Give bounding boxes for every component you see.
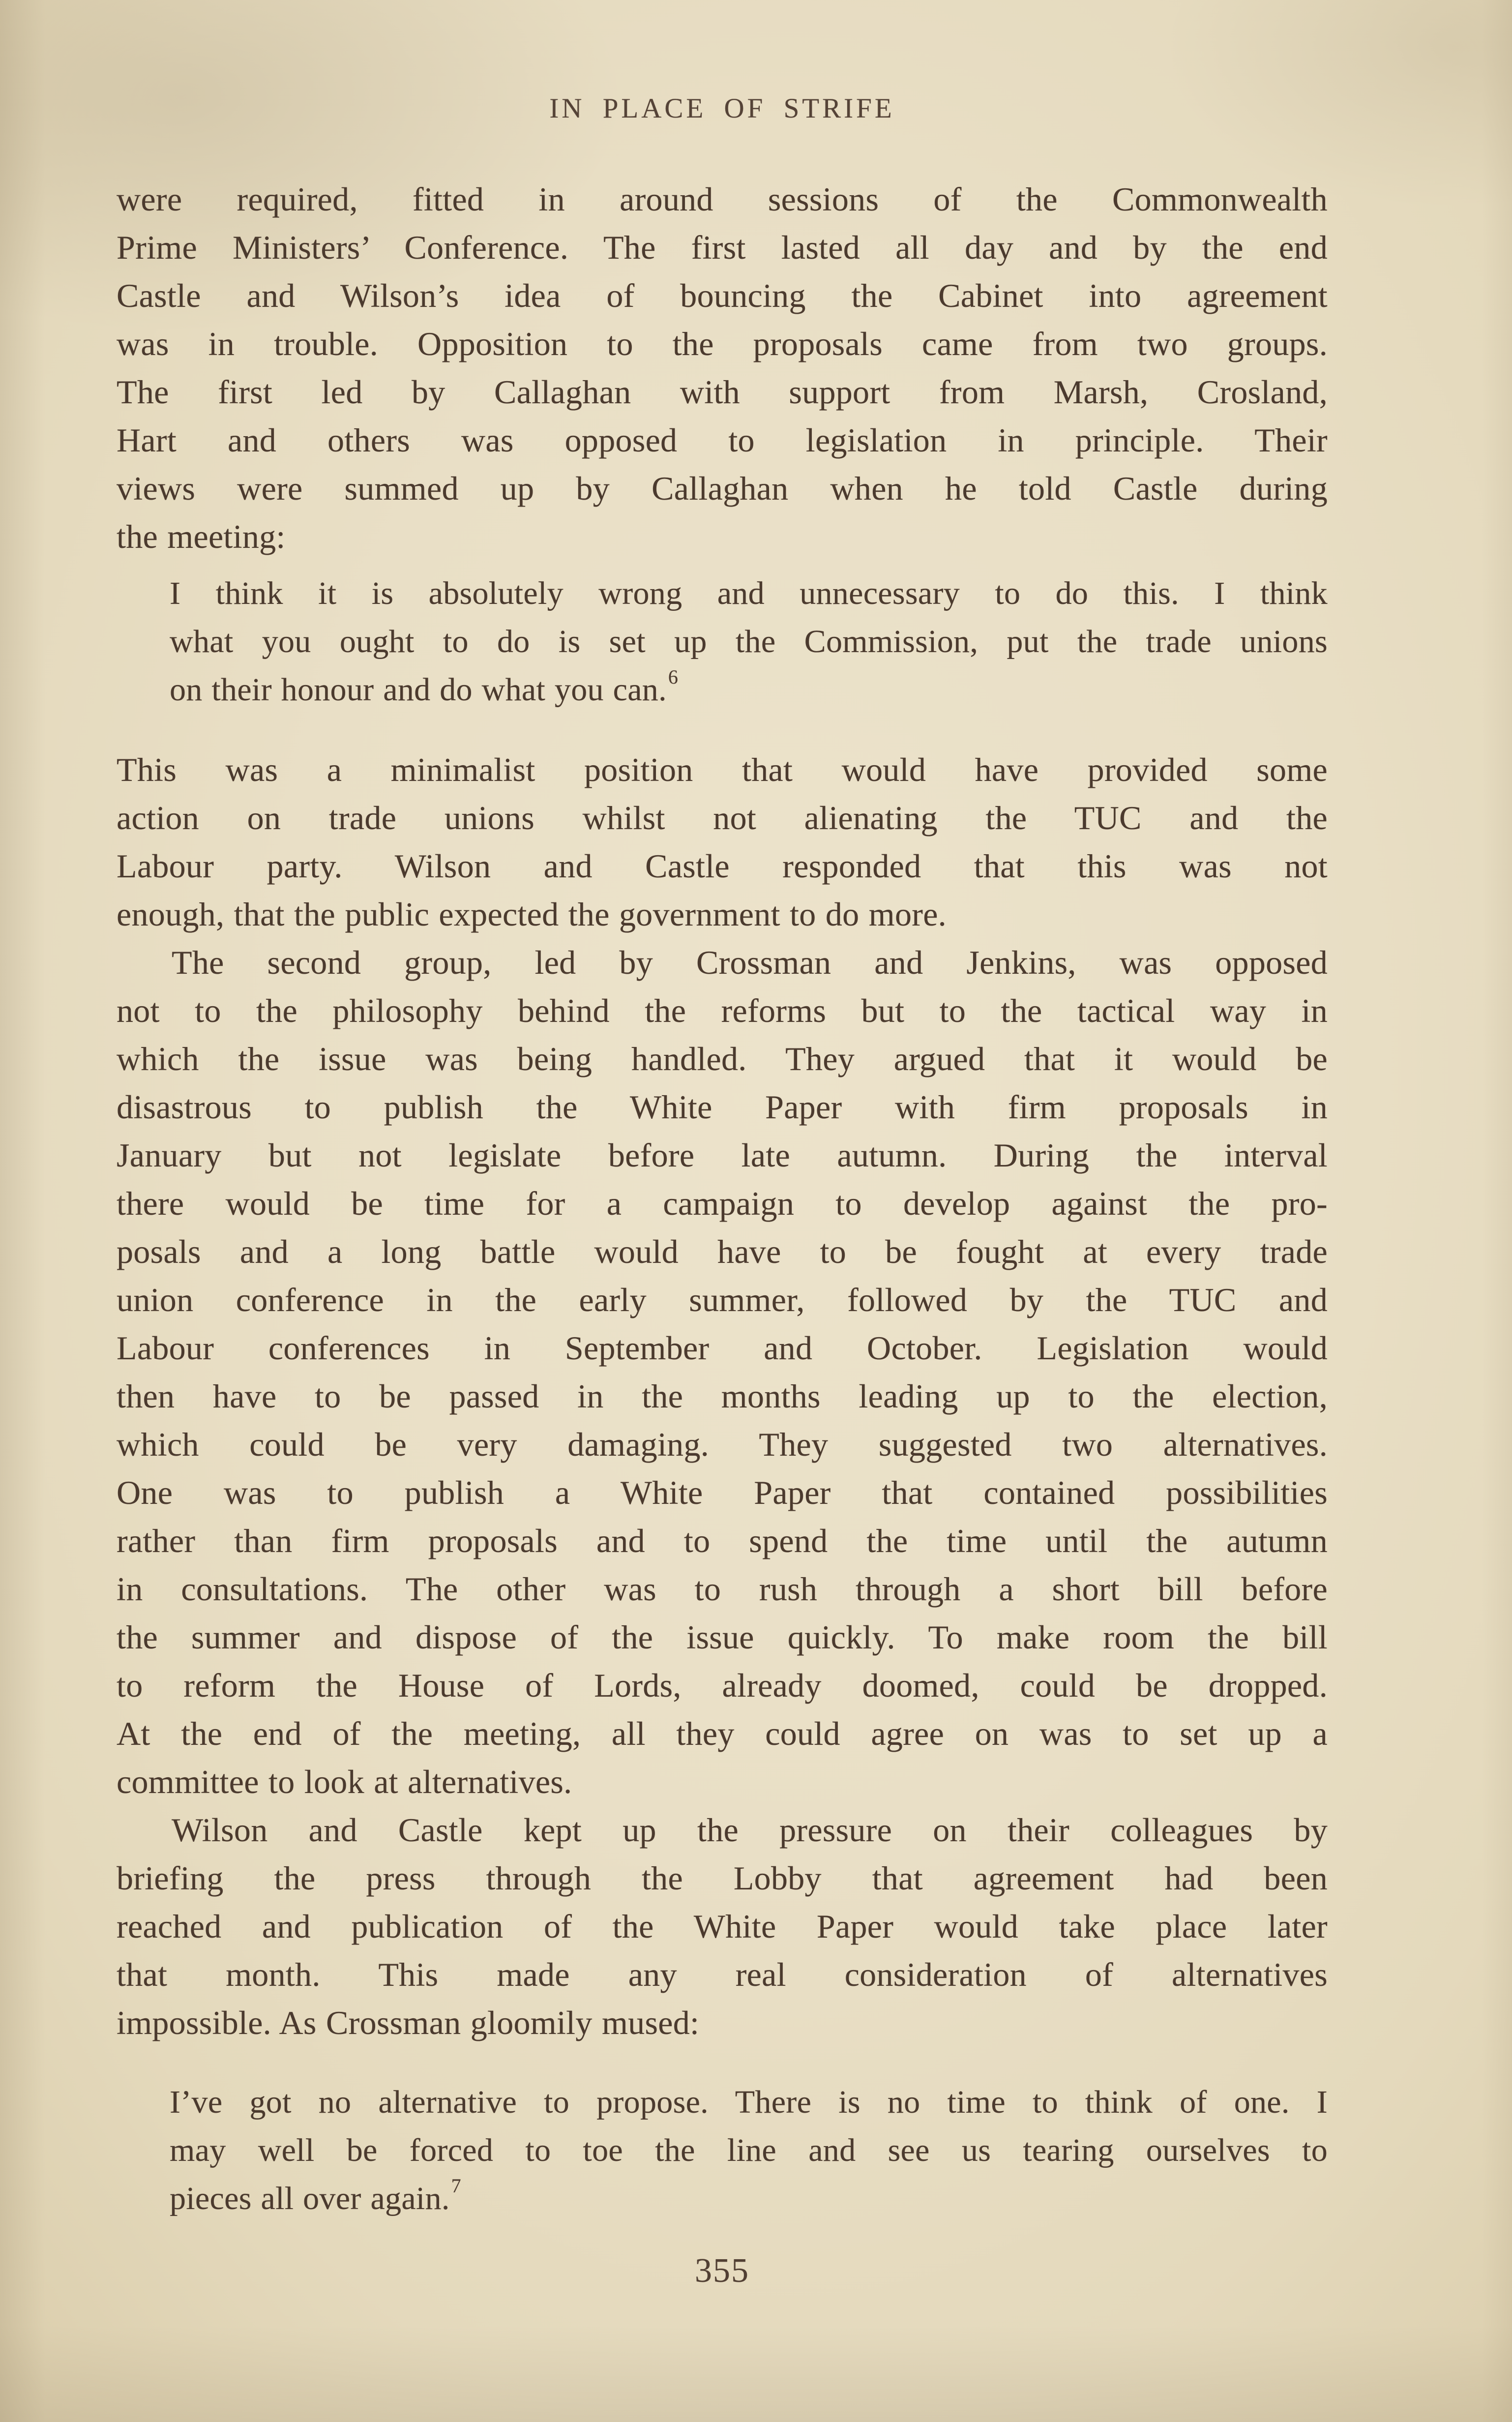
text-line: was in trouble. Opposition to the proposals came from two groups. bbox=[117, 325, 1328, 362]
text-line: committee to look at alternatives. bbox=[117, 1763, 572, 1800]
text-line: rather than firm proposals and to spend the time until the autumn bbox=[117, 1522, 1328, 1559]
text-line: I’ve got no alternative to propose. There is no time to think of one. I bbox=[170, 2084, 1328, 2120]
text-line: I think it is absolutely wrong and unnecessary to do this. I think bbox=[170, 575, 1328, 611]
text-line: then have to be passed in the months leading up to the election, bbox=[117, 1377, 1328, 1415]
footnote-marker: 6 bbox=[668, 666, 679, 688]
paragraph bbox=[117, 175, 1328, 561]
paragraph bbox=[117, 746, 1328, 938]
text-line: At the end of the meeting, all they could agree on was to set up a bbox=[117, 1715, 1328, 1752]
text-line: The first led by Callaghan with support from Marsh, Crosland, bbox=[117, 373, 1328, 411]
running-header: IN PLACE OF STRIFE bbox=[549, 93, 895, 124]
quote-text: pieces all over again. bbox=[170, 2181, 450, 2216]
text-line: the meeting: bbox=[117, 518, 286, 555]
text-line: the summer and dispose of the issue quickly. To make room the bill bbox=[117, 1618, 1328, 1656]
text-line: there would be time for a campaign to develop against the pro- bbox=[117, 1185, 1328, 1222]
text-line: to reform the House of Lords, already doomed, could be dropped. bbox=[117, 1667, 1328, 1704]
paragraph bbox=[117, 1806, 1328, 2047]
footnote-marker: 7 bbox=[451, 2175, 461, 2197]
text-line bbox=[170, 2175, 1328, 2223]
text-line: Labour conferences in September and October. Legislation would bbox=[117, 1329, 1328, 1367]
block-quote bbox=[117, 569, 1328, 714]
text-line: Prime Ministers’ Conference. The first lasted all day and by the end bbox=[117, 229, 1328, 266]
text-line: Wilson and Castle kept up the pressure on their colleagues by bbox=[172, 1811, 1328, 1849]
text-line: views were summed up by Callaghan when he told Castle during bbox=[117, 470, 1328, 507]
text-line: Labour party. Wilson and Castle responded that this was not bbox=[117, 847, 1328, 885]
text-line: in consultations. The other was to rush through a short bill before bbox=[117, 1570, 1328, 1608]
text-line: The second group, led by Crossman and Jenkins, was opposed bbox=[172, 944, 1328, 981]
paragraph bbox=[117, 938, 1328, 1806]
text-line: which could be very damaging. They suggested two alternatives. bbox=[117, 1426, 1328, 1463]
text-line: posals and a long battle would have to be fought at every trade bbox=[117, 1233, 1328, 1270]
text-line: This was a minimalist position that would have provided some bbox=[117, 751, 1328, 788]
text-line: January but not legislate before late autumn. During the interval bbox=[117, 1136, 1328, 1174]
text-line: Castle and Wilson’s idea of bouncing the Cabinet into agreement bbox=[117, 277, 1328, 314]
text-line bbox=[170, 666, 1328, 714]
text-line: reached and publication of the White Paper would take place later bbox=[117, 1908, 1328, 1945]
text-line: that month. This made any real consideration of alternatives bbox=[117, 1956, 1328, 1993]
text-line: may well be forced to toe the line and see us tearing ourselves to bbox=[170, 2132, 1328, 2168]
text-line: disastrous to publish the White Paper with firm proposals in bbox=[117, 1088, 1328, 1126]
text-line: action on trade unions whilst not alienating the TUC and the bbox=[117, 799, 1328, 837]
text-line: what you ought to do is set up the Commission, put the trade unions bbox=[170, 624, 1328, 659]
text-line: were required, fitted in around sessions of the Commonwealth bbox=[117, 180, 1328, 218]
text-line: One was to publish a White Paper that contained possibilities bbox=[117, 1474, 1328, 1511]
text-line: briefing the press through the Lobby that agreement had been bbox=[117, 1859, 1328, 1897]
block-quote bbox=[117, 2078, 1328, 2223]
text-line: union conference in the early summer, followed by the TUC and bbox=[117, 1281, 1328, 1318]
text-line: enough, that the public expected the government to do more. bbox=[117, 896, 947, 933]
text-line: impossible. As Crossman gloomily mused: bbox=[117, 2004, 700, 2041]
text-line: Hart and others was opposed to legislation in principle. Their bbox=[117, 421, 1328, 459]
text-line: not to the philosophy behind the reforms but to the tactical way in bbox=[117, 992, 1328, 1029]
text-line: which the issue was being handled. They argued that it would be bbox=[117, 1040, 1328, 1077]
page-number: 355 bbox=[695, 2252, 749, 2290]
quote-text: on their honour and do what you can. bbox=[170, 672, 667, 708]
text-block bbox=[117, 0, 1328, 2291]
